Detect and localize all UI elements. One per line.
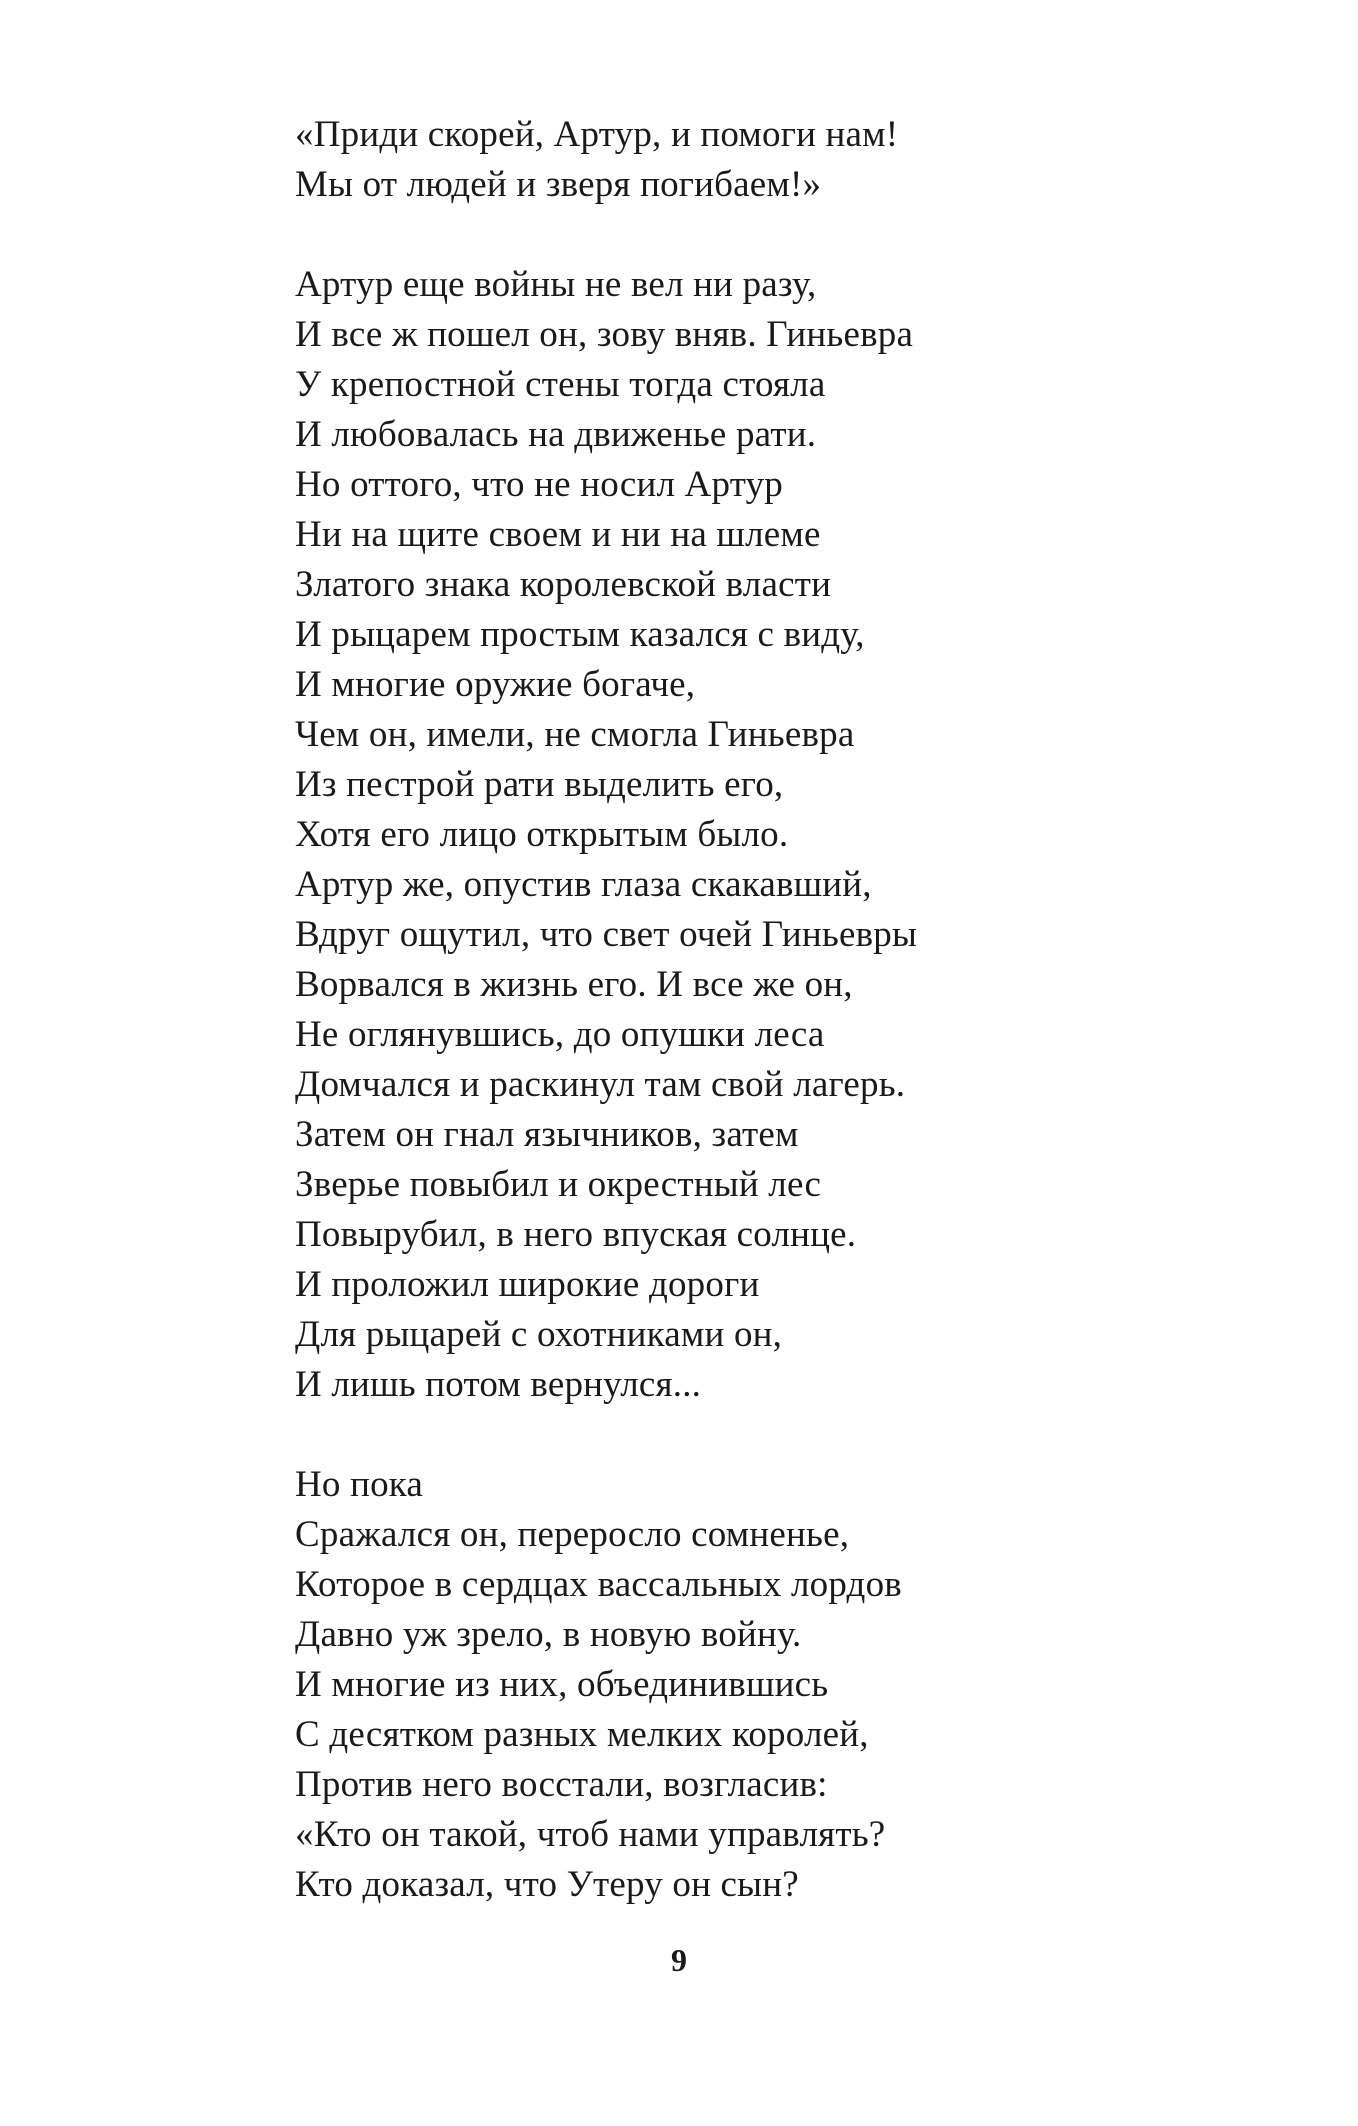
poem-line: Артур же, опустив глаза скакавший,	[295, 864, 872, 905]
poem-line: И рыцарем простым казался с виду,	[295, 614, 865, 655]
poem-line: У крепостной стены тогда стояла	[295, 364, 826, 405]
poem-line: Ворвался в жизнь его. И все же он,	[295, 964, 853, 1005]
poem-line: И лишь потом вернулся...	[295, 1364, 702, 1405]
poem-line: Для рыцарей с охотниками он,	[295, 1314, 783, 1355]
poem-line: Златого знака королевской власти	[295, 564, 832, 605]
poem-line: Затем он гнал язычников, затем	[295, 1114, 799, 1155]
poem-text	[295, 110, 1115, 1910]
stanza-1	[295, 110, 1115, 210]
poem-line: Зверье повыбил и окрестный лес	[295, 1164, 822, 1205]
poem-line: С десятком разных мелких королей,	[295, 1714, 869, 1755]
poem-line: Домчался и раскинул там свой лагерь.	[295, 1064, 906, 1105]
poem-line: Мы от людей и зверя погибаем!»	[295, 164, 822, 205]
poem-line: «Кто он такой, чтоб нами управлять?	[295, 1814, 886, 1855]
poem-line: Артур еще войны не вел ни разу,	[295, 264, 817, 305]
poem-line: Из пестрой рати выделить его,	[295, 764, 784, 805]
poem-line: И многие из них, объединившись	[295, 1664, 829, 1705]
poem-line: Но оттого, что не носил Артур	[295, 464, 783, 505]
poem-line: Ни на щите своем и ни на шлеме	[295, 514, 821, 555]
poem-line: Хотя его лицо открытым было.	[295, 814, 789, 855]
poem-line: И многие оружие богаче,	[295, 664, 696, 705]
poem-line: Но пока	[295, 1464, 424, 1505]
poem-line: И любовалась на движенье рати.	[295, 414, 817, 455]
poem-line: Которое в сердцах вассальных лордов	[295, 1564, 902, 1605]
poem-line: Сражался он, переросло сомненье,	[295, 1514, 850, 1555]
page-number: 9	[671, 1942, 687, 1978]
stanza-3	[295, 1460, 1115, 1910]
poem-line: И проложил широкие дороги	[295, 1264, 760, 1305]
poem-line: Вдруг ощутил, что свет очей Гиньевры	[295, 914, 918, 955]
poem-line: Повырубил, в него впуская солнце.	[295, 1214, 857, 1255]
poem-line: Не оглянувшись, до опушки леса	[295, 1014, 825, 1055]
poem-line: Против него восстали, возгласив:	[295, 1764, 828, 1805]
poem-line: «Приди скорей, Артур, и помоги нам!	[295, 114, 899, 155]
poem-line: И все ж пошел он, зову вняв. Гиньевра	[295, 314, 914, 355]
stanza-2	[295, 260, 1115, 1410]
poem-line: Давно уж зрело, в новую войну.	[295, 1614, 802, 1655]
poem-line: Чем он, имели, не смогла Гиньевра	[295, 714, 855, 755]
poem-line: Кто доказал, что Утеру он сын?	[295, 1864, 799, 1905]
